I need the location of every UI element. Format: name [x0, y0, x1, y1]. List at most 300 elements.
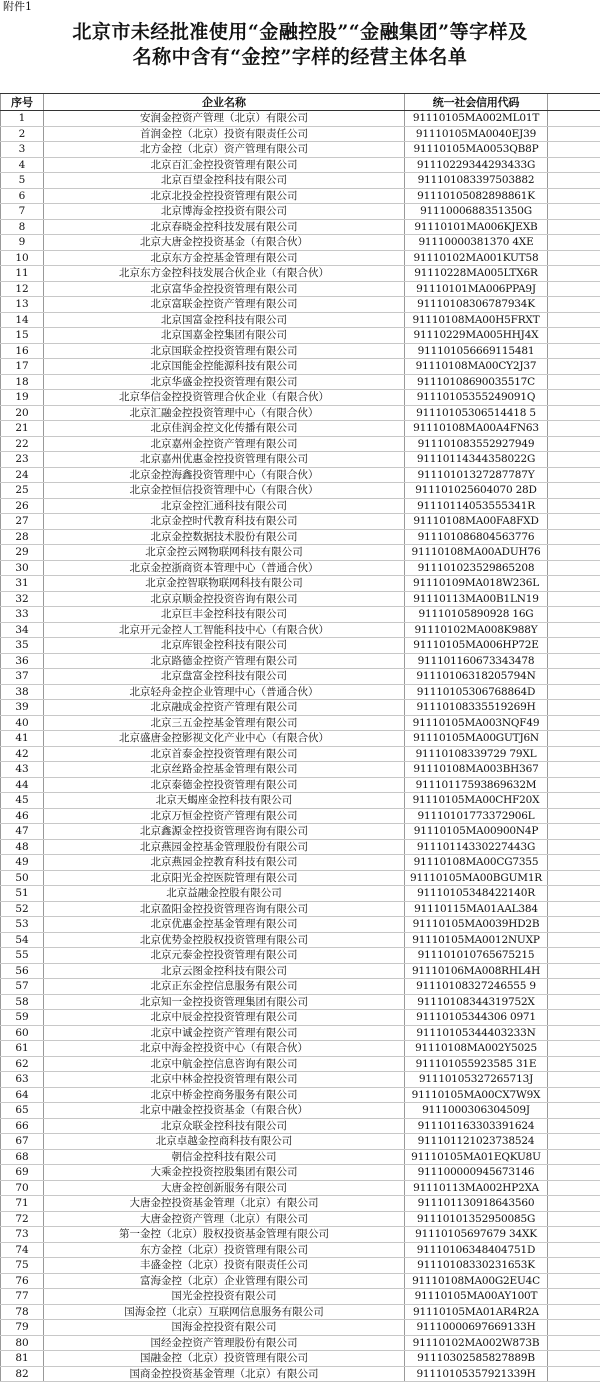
row-number: 75	[0, 1258, 44, 1273]
table-row	[0, 1181, 600, 1197]
credit-code: 91110117593869632M	[405, 778, 548, 793]
table-row	[0, 1057, 600, 1073]
company-name: 北京卓越金控商科技有限公司	[44, 1134, 405, 1149]
company-name: 北京盘富金控科技有限公司	[44, 669, 405, 684]
row-number: 31	[0, 576, 44, 591]
credit-code: 91110106318205794N	[405, 669, 548, 684]
company-name: 大唐金控创新服务有限公司	[44, 1181, 405, 1196]
credit-code: 9111000688351350G	[405, 204, 548, 219]
table-row	[0, 266, 600, 282]
table-row	[0, 747, 600, 763]
table-row	[0, 809, 600, 825]
credit-code: 91110108MA00CY2J37	[405, 359, 548, 374]
table-row	[0, 251, 600, 267]
company-name: 北京燕园金控教育科技有限公司	[44, 855, 405, 870]
company-name: 北京天蝎座金控科技有限公司	[44, 793, 405, 808]
company-name: 北京轻舟金控企业管理中心（普通合伙）	[44, 685, 405, 700]
credit-code: 911101055923585 31E	[405, 1057, 548, 1072]
company-name: 北京华盛金控投资管理有限公司	[44, 375, 405, 390]
row-number: 61	[0, 1041, 44, 1056]
table-row	[0, 1336, 600, 1352]
credit-code: 91110108MA00FA8FXD	[405, 514, 548, 529]
row-number: 72	[0, 1212, 44, 1227]
company-name: 北京春晓金控科技发展有限公司	[44, 220, 405, 235]
credit-code: 91110108306787934K	[405, 297, 548, 312]
table-row	[0, 933, 600, 949]
table-row	[0, 1305, 600, 1321]
credit-code: 91110105306514418 5	[405, 406, 548, 421]
credit-code: 91110105MA003NQF49	[405, 716, 548, 731]
credit-code: 91110105MA00AY100T	[405, 1289, 548, 1304]
row-number: 18	[0, 375, 44, 390]
table-row	[0, 359, 600, 375]
company-name: 东方金控（北京）投资管理有限公司	[44, 1243, 405, 1258]
header-name: 企业名称	[44, 94, 405, 110]
company-name: 北京燕园金控基金管理股份有限公司	[44, 840, 405, 855]
company-name: 北京金控数据技术股份有限公司	[44, 530, 405, 545]
row-number: 33	[0, 607, 44, 622]
row-number: 37	[0, 669, 44, 684]
credit-code: 91110105MA00BGUM1R	[405, 871, 548, 886]
company-name: 北京中海金控投资中心（有限合伙）	[44, 1041, 405, 1056]
company-name: 北京国富金控科技有限公司	[44, 313, 405, 328]
row-number: 32	[0, 592, 44, 607]
company-name: 北京益融金控股有限公司	[44, 886, 405, 901]
credit-code: 91110108MA00G2EU4C	[405, 1274, 548, 1289]
credit-code: 91110105MA00900N4P	[405, 824, 548, 839]
credit-code: 91110105357921339H	[405, 1367, 548, 1382]
header-code: 统一社会信用代码	[405, 94, 548, 110]
table-row	[0, 328, 600, 344]
credit-code: 91110108335519269H	[405, 700, 548, 715]
table-row	[0, 762, 600, 778]
row-number: 35	[0, 638, 44, 653]
table-row	[0, 1041, 600, 1057]
table-row	[0, 623, 600, 639]
company-name: 北京金控云网物联网科技有限公司	[44, 545, 405, 560]
credit-code: 91110105MA0039HD2B	[405, 917, 548, 932]
table-row	[0, 995, 600, 1011]
credit-code: 91110000697669133H	[405, 1320, 548, 1335]
row-number: 69	[0, 1165, 44, 1180]
table-row	[0, 282, 600, 298]
row-number: 39	[0, 700, 44, 715]
table-row	[0, 964, 600, 980]
row-number: 70	[0, 1181, 44, 1196]
table-row	[0, 220, 600, 236]
credit-code: 91110108339729 79XL	[405, 747, 548, 762]
row-number: 36	[0, 654, 44, 669]
credit-code: 91110101327287787Y	[405, 468, 548, 483]
company-name: 国经金控资产管理股份有限公司	[44, 1336, 405, 1351]
table-row	[0, 592, 600, 608]
company-name: 第一金控（北京）股权投资基金管理有限公司	[44, 1227, 405, 1242]
credit-code: 91110115MA01AAL384	[405, 902, 548, 917]
table-row	[0, 483, 600, 499]
company-name: 北京盛唐金控影视文化产业中心（有限合伙）	[44, 731, 405, 746]
credit-code: 911101121023738524	[405, 1134, 548, 1149]
table-row	[0, 127, 600, 143]
row-number: 54	[0, 933, 44, 948]
row-number: 64	[0, 1088, 44, 1103]
company-name: 北京京顺金控投资咨询有限公司	[44, 592, 405, 607]
table-row	[0, 111, 600, 127]
row-number: 68	[0, 1150, 44, 1165]
credit-code: 91110105MA01AR4R2A	[405, 1305, 548, 1320]
company-name: 北京东方金控科技发展合伙企业（有限合伙）	[44, 266, 405, 281]
company-name: 北京元泰金控投资管理有限公司	[44, 948, 405, 963]
table-row	[0, 1088, 600, 1104]
row-number: 5	[0, 173, 44, 188]
table-row	[0, 375, 600, 391]
table-row	[0, 793, 600, 809]
company-name: 北京盈阳金控投资管理咨询有限公司	[44, 902, 405, 917]
table-row	[0, 235, 600, 251]
table-row	[0, 979, 600, 995]
row-number: 71	[0, 1196, 44, 1211]
row-number: 26	[0, 499, 44, 514]
credit-code: 911101025604070 28D	[405, 483, 548, 498]
company-name: 国商金控投资基金管理（北京）有限公司	[44, 1367, 405, 1382]
table-row	[0, 1274, 600, 1290]
row-number: 15	[0, 328, 44, 343]
table-row	[0, 902, 600, 918]
company-name: 北京金控智联物联网科技有限公司	[44, 576, 405, 591]
credit-code: 91110105MA00CHF20X	[405, 793, 548, 808]
company-name: 北京云图金控科技有限公司	[44, 964, 405, 979]
table-row	[0, 561, 600, 577]
company-name: 北京富联金控资产管理有限公司	[44, 297, 405, 312]
credit-code: 91110101MA006PPA9J	[405, 282, 548, 297]
table-row	[0, 297, 600, 313]
credit-code: 91110101MA006KJEXB	[405, 220, 548, 235]
credit-code: 91110108MA00H5FRXT	[405, 313, 548, 328]
company-name: 北京金控海鑫投资管理中心（有限合伙）	[44, 468, 405, 483]
row-number: 29	[0, 545, 44, 560]
row-number: 7	[0, 204, 44, 219]
table-row	[0, 778, 600, 794]
table-row	[0, 1320, 600, 1336]
company-name: 北京三五金控基金管理有限公司	[44, 716, 405, 731]
company-name: 北京大唐金控投资基金（有限合伙）	[44, 235, 405, 250]
table-row	[0, 948, 600, 964]
credit-code: 91110105MA006HP72E	[405, 638, 548, 653]
company-name: 大唐金控资产管理（北京）有限公司	[44, 1212, 405, 1227]
row-number: 60	[0, 1026, 44, 1041]
company-name: 北京国联金控投资管理有限公司	[44, 344, 405, 359]
row-number: 62	[0, 1057, 44, 1072]
row-number: 81	[0, 1351, 44, 1366]
credit-code: 91110101352950085G	[405, 1212, 548, 1227]
row-number: 80	[0, 1336, 44, 1351]
table-row	[0, 530, 600, 546]
row-number: 49	[0, 855, 44, 870]
table-row	[0, 871, 600, 887]
row-number: 2	[0, 127, 44, 142]
credit-code: 911101083397503882	[405, 173, 548, 188]
row-number: 19	[0, 390, 44, 405]
row-number: 50	[0, 871, 44, 886]
row-number: 45	[0, 793, 44, 808]
company-name: 北京路德金控资产管理有限公司	[44, 654, 405, 669]
table-row	[0, 840, 600, 856]
table-row	[0, 344, 600, 360]
credit-code: 91110105082898861K	[405, 189, 548, 204]
row-number: 14	[0, 313, 44, 328]
row-number: 27	[0, 514, 44, 529]
credit-code: 91110105MA002ML01T	[405, 111, 548, 126]
row-number: 42	[0, 747, 44, 762]
credit-code: 91110105MA0053QB8P	[405, 142, 548, 157]
table-row	[0, 1367, 600, 1382]
company-name: 北京中融金控投资基金（有限合伙）	[44, 1103, 405, 1118]
table-row	[0, 607, 600, 623]
credit-code: 911100000945673146	[405, 1165, 548, 1180]
company-name: 北京佳润金控文化传播有限公司	[44, 421, 405, 436]
row-number: 82	[0, 1367, 44, 1382]
company-name: 富海金控（北京）企业管理有限公司	[44, 1274, 405, 1289]
credit-code: 91110105MA0012NUXP	[405, 933, 548, 948]
row-number: 66	[0, 1119, 44, 1134]
row-number: 6	[0, 189, 44, 204]
credit-code: 91110106MA008RHL4H	[405, 964, 548, 979]
row-number: 47	[0, 824, 44, 839]
row-number: 55	[0, 948, 44, 963]
company-name: 北京知一金控投资管理集团有限公司	[44, 995, 405, 1010]
table-row	[0, 1103, 600, 1119]
table-row	[0, 545, 600, 561]
row-number: 67	[0, 1134, 44, 1149]
company-name: 北京优惠金控基金管理有限公司	[44, 917, 405, 932]
company-name: 国光金控投资有限公司	[44, 1289, 405, 1304]
credit-code: 91110105MA01EQKU8U	[405, 1150, 548, 1165]
company-name: 大乘金控投资控股集团有限公司	[44, 1165, 405, 1180]
company-name: 北京金控汇通科技有限公司	[44, 499, 405, 514]
row-number: 48	[0, 840, 44, 855]
company-name: 北京鑫源金控投资管理咨询有限公司	[44, 824, 405, 839]
credit-code: 91110108344319752X	[405, 995, 548, 1010]
attachment-label: 附件1	[3, 0, 32, 14]
row-number: 40	[0, 716, 44, 731]
credit-code: 911101083552927949	[405, 437, 548, 452]
table-row	[0, 189, 600, 205]
credit-code: 91110228MA005LTX6R	[405, 266, 548, 281]
credit-code: 91110105MA00CX7W9X	[405, 1088, 548, 1103]
credit-code: 91110105890928 16G	[405, 607, 548, 622]
company-name: 北京国嘉金控集团有限公司	[44, 328, 405, 343]
row-number: 9	[0, 235, 44, 250]
company-name: 首润金控（北京）投资有限责任公司	[44, 127, 405, 142]
row-number: 46	[0, 809, 44, 824]
credit-code: 91110105MA0040EJ39	[405, 127, 548, 142]
table-row	[0, 886, 600, 902]
credit-code: 91110108MA002Y5025	[405, 1041, 548, 1056]
credit-code: 91110106348404751D	[405, 1243, 548, 1258]
company-name: 北京金控恒信投资管理中心（有限合伙）	[44, 483, 405, 498]
credit-code: 9111000306304509J	[405, 1103, 548, 1118]
table-row	[0, 1119, 600, 1135]
table-row	[0, 158, 600, 174]
credit-code: 91110102MA002W873B	[405, 1336, 548, 1351]
row-number: 22	[0, 437, 44, 452]
credit-code: 911101160673343478	[405, 654, 548, 669]
row-number: 28	[0, 530, 44, 545]
company-name: 北京正东金控信息服务有限公司	[44, 979, 405, 994]
company-name: 北京中林金控投资管理有限公司	[44, 1072, 405, 1087]
company-name: 安润金控资产管理（北京）有限公司	[44, 111, 405, 126]
row-number: 65	[0, 1103, 44, 1118]
company-name: 北京东方金控基金管理有限公司	[44, 251, 405, 266]
company-name: 大唐金控投资基金管理（北京）有限公司	[44, 1196, 405, 1211]
credit-code: 91110114053555341R	[405, 499, 548, 514]
credit-code: 91110108690035517C	[405, 375, 548, 390]
company-name: 北京北投金控投资管理有限公司	[44, 189, 405, 204]
row-number: 74	[0, 1243, 44, 1258]
company-name: 北京泰德金控投资管理有限公司	[44, 778, 405, 793]
credit-code: 91110108MA00ADUH76	[405, 545, 548, 560]
table-row	[0, 824, 600, 840]
company-name: 北京中航金控信息咨询有限公司	[44, 1057, 405, 1072]
company-name: 北京融成金控资产管理有限公司	[44, 700, 405, 715]
table-row	[0, 1010, 600, 1026]
company-name: 北方金控（北京）资产管理有限公司	[44, 142, 405, 157]
table-row	[0, 1165, 600, 1181]
credit-code: 91110105697679 34XK	[405, 1227, 548, 1242]
company-name: 北京百望金控科技有限公司	[44, 173, 405, 188]
table-row	[0, 173, 600, 189]
credit-code: 911101086804563776	[405, 530, 548, 545]
company-name: 北京华信金控投资管理合伙企业（有限合伙）	[44, 390, 405, 405]
row-number: 3	[0, 142, 44, 157]
company-name: 北京巨丰金控科技有限公司	[44, 607, 405, 622]
credit-code: 91110109MA018W236L	[405, 576, 548, 591]
credit-code: 911101023529865208	[405, 561, 548, 576]
table-row	[0, 731, 600, 747]
table-row	[0, 700, 600, 716]
row-number: 1	[0, 111, 44, 126]
company-name: 朝信金控科技有限公司	[44, 1150, 405, 1165]
company-name: 北京众联金控科技有限公司	[44, 1119, 405, 1134]
row-number: 56	[0, 964, 44, 979]
row-number: 11	[0, 266, 44, 281]
table-row	[0, 313, 600, 329]
company-name: 北京中辰金控投资管理有限公司	[44, 1010, 405, 1025]
credit-code: 91110108MA00A4FN63	[405, 421, 548, 436]
credit-code: 91110105327265713J	[405, 1072, 548, 1087]
row-number: 38	[0, 685, 44, 700]
credit-code: 91110105MA00GUTJ6N	[405, 731, 548, 746]
table-row	[0, 390, 600, 406]
company-name: 丰盛金控（北京）投资有限责任公司	[44, 1258, 405, 1273]
table-header-row	[0, 93, 600, 111]
credit-code: 91110000381370 4XE	[405, 235, 548, 250]
table-row	[0, 142, 600, 158]
title-line-2: 名称中含有“金控”字样的经营主体名单	[0, 45, 600, 70]
credit-code: 91110108327246555 9	[405, 979, 548, 994]
table-row	[0, 576, 600, 592]
row-number: 16	[0, 344, 44, 359]
table-row	[0, 468, 600, 484]
credit-code: 911101056669115481	[405, 344, 548, 359]
row-number: 53	[0, 917, 44, 932]
credit-code: 91110105344306 0971	[405, 1010, 548, 1025]
company-name: 北京丝路金控基金管理有限公司	[44, 762, 405, 777]
row-number: 24	[0, 468, 44, 483]
row-number: 63	[0, 1072, 44, 1087]
row-number: 44	[0, 778, 44, 793]
row-number: 79	[0, 1320, 44, 1335]
row-number: 76	[0, 1274, 44, 1289]
credit-code: 91110229MA005HHJ4X	[405, 328, 548, 343]
row-number: 10	[0, 251, 44, 266]
row-number: 34	[0, 623, 44, 638]
table-row	[0, 669, 600, 685]
company-name: 北京国能金控能源科技有限公司	[44, 359, 405, 374]
row-number: 59	[0, 1010, 44, 1025]
title-line-1: 北京市未经批准使用“金融控股”“金融集团”等字样及	[0, 20, 600, 45]
credit-code: 91110229344293433G	[405, 158, 548, 173]
credit-code: 91110108330231653K	[405, 1258, 548, 1273]
header-no: 序号	[0, 94, 44, 110]
credit-code: 91110114330227443G	[405, 840, 548, 855]
row-number: 57	[0, 979, 44, 994]
row-number: 52	[0, 902, 44, 917]
row-number: 4	[0, 158, 44, 173]
credit-code: 91110302585827889B	[405, 1351, 548, 1366]
company-name: 北京万恒金控资产管理有限公司	[44, 809, 405, 824]
company-name: 国海金控投资有限公司	[44, 1320, 405, 1335]
company-name: 北京中诚金控资产管理有限公司	[44, 1026, 405, 1041]
table-row	[0, 716, 600, 732]
table-row	[0, 1026, 600, 1042]
company-name: 北京首泰金控投资管理有限公司	[44, 747, 405, 762]
table-row	[0, 1212, 600, 1228]
entity-table	[0, 93, 600, 1382]
row-number: 21	[0, 421, 44, 436]
table-row	[0, 1243, 600, 1259]
row-number: 51	[0, 886, 44, 901]
table-row	[0, 1351, 600, 1367]
credit-code: 91110113MA00B1LN19	[405, 592, 548, 607]
table-row	[0, 1150, 600, 1166]
table-row	[0, 437, 600, 453]
table-row	[0, 452, 600, 468]
table-row	[0, 1196, 600, 1212]
row-number: 12	[0, 282, 44, 297]
company-name: 北京博海金控投资有限公司	[44, 204, 405, 219]
credit-code: 91110102MA001KUT58	[405, 251, 548, 266]
credit-code: 91110113MA002HP2XA	[405, 1181, 548, 1196]
credit-code: 91110105355249091Q	[405, 390, 548, 405]
credit-code: 91110105344403233N	[405, 1026, 548, 1041]
row-number: 8	[0, 220, 44, 235]
company-name: 国海金控（北京）互联网信息服务有限公司	[44, 1305, 405, 1320]
company-name: 北京金控时代教育科技有限公司	[44, 514, 405, 529]
row-number: 43	[0, 762, 44, 777]
table-row	[0, 638, 600, 654]
row-number: 17	[0, 359, 44, 374]
credit-code: 91110108MA003BH367	[405, 762, 548, 777]
table-row	[0, 1072, 600, 1088]
company-name: 北京开元金控人工智能科技中心（有限合伙）	[44, 623, 405, 638]
row-number: 23	[0, 452, 44, 467]
credit-code: 91110105306768864D	[405, 685, 548, 700]
company-name: 北京嘉州优惠金控投资管理有限公司	[44, 452, 405, 467]
row-number: 77	[0, 1289, 44, 1304]
table-row	[0, 406, 600, 422]
credit-code: 91110102MA008K988Y	[405, 623, 548, 638]
credit-code: 91110101773372906L	[405, 809, 548, 824]
